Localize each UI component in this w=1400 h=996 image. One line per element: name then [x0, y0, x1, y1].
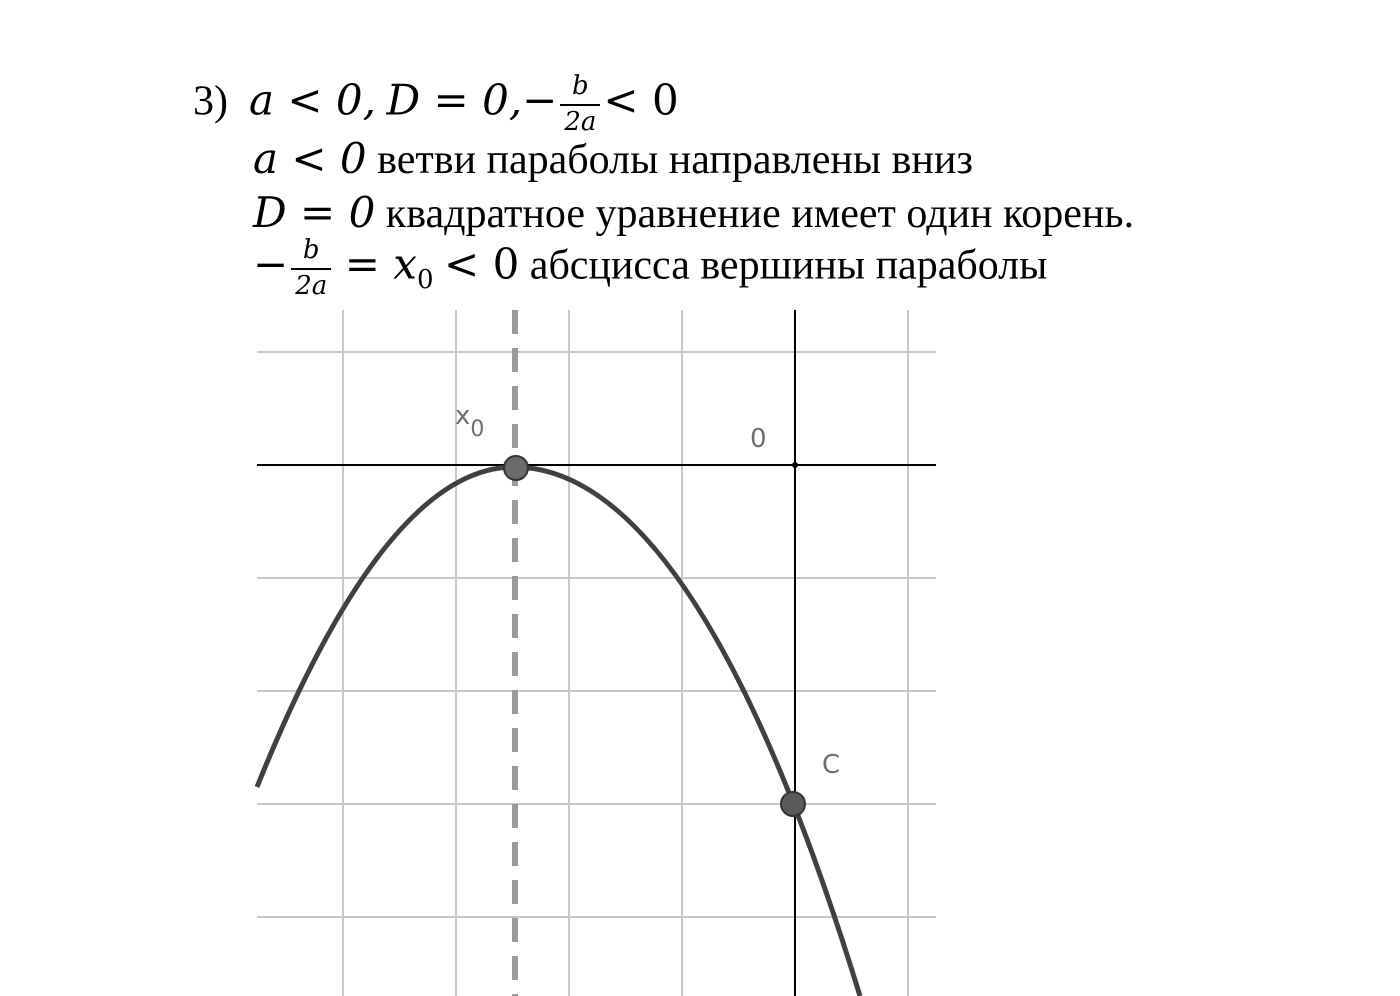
cond-d: D = 0, — [386, 75, 523, 125]
label-c: C — [822, 750, 841, 780]
cond-fraction: $\frac{b}{2a}$ — [560, 72, 600, 138]
line-vertex-minus: − — [253, 239, 289, 289]
origin-dot — [792, 462, 798, 468]
line-vertex-sub: 0 — [416, 264, 434, 295]
line-vertex-text: абсцисса вершины параболы — [529, 242, 1048, 289]
point-c — [781, 792, 805, 816]
vertex-point — [504, 456, 528, 480]
label-x0: $x_0$ — [455, 401, 485, 442]
item-number: 3) — [193, 78, 228, 125]
parabola-curve — [257, 467, 515, 787]
line-a-math: a < 0 — [253, 134, 367, 183]
line-vertex-lt: < 0 — [444, 239, 520, 289]
cond-minus: − — [522, 75, 558, 125]
line-a-text: ветви параболы направлены вниз — [377, 137, 973, 183]
line-vertex-fraction: $\frac{b}{2a}$ — [291, 236, 331, 302]
grid — [257, 310, 936, 996]
cond-a: a < 0, — [249, 75, 377, 125]
cond-lt-zero: < 0 — [603, 75, 679, 125]
line-vertex-eq: = x — [344, 239, 417, 289]
label-origin: 0 — [750, 424, 767, 454]
label-x0-sub: 0 — [470, 417, 485, 442]
line-d-math: D = 0 — [253, 188, 376, 237]
line-d-text: квадратное уравнение имеет один корень. — [385, 191, 1135, 237]
